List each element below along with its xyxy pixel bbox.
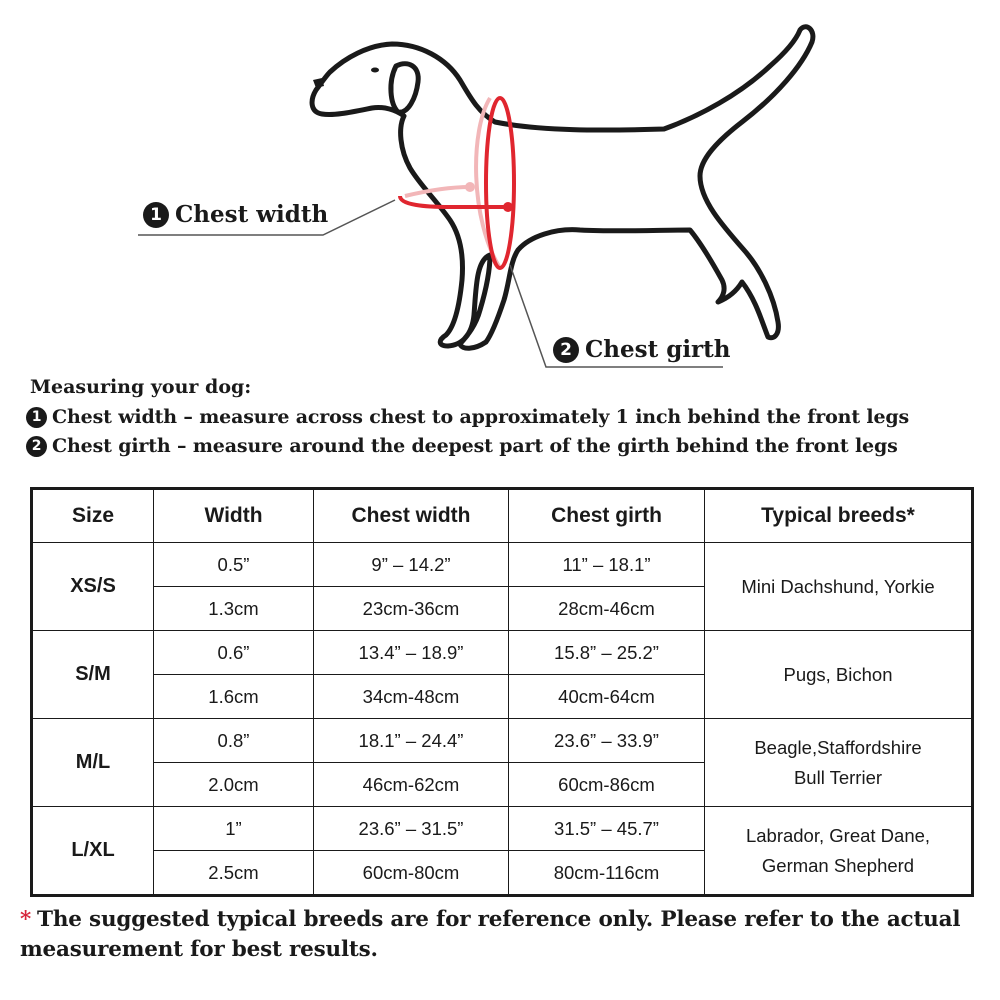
breeds-line: Beagle,Staffordshire	[754, 736, 922, 758]
typical-breeds-cell	[705, 719, 973, 807]
number-badge: 1	[26, 407, 47, 428]
chest-width-callout	[143, 201, 328, 228]
table-row	[32, 543, 973, 587]
typical-breeds-cell	[705, 807, 973, 896]
chest-width-marker	[503, 202, 513, 212]
column-header-chest-girth: Chest girth	[509, 489, 705, 543]
size-chart-table	[30, 487, 974, 897]
chest-width-marker-back	[465, 182, 475, 192]
breeds-line: Bull Terrier	[793, 766, 883, 788]
chest-width-inch-cell: 23.6” – 31.5”	[314, 807, 509, 851]
footnote	[20, 905, 980, 965]
chest-girth-cm-cell: 60cm-86cm	[509, 763, 705, 807]
typical-breeds-cell	[705, 543, 973, 631]
measuring-step	[30, 435, 909, 457]
breeds-line: Mini Dachshund, Yorkie	[741, 575, 935, 597]
chest-width-callout-label: Chest width	[175, 201, 329, 228]
width-inch-cell: 0.6”	[154, 631, 314, 675]
footnote-text: The suggested typical breeds are for reference only. Please refer to the actual measurement for best results.	[20, 907, 961, 962]
width-inch-cell: 1”	[154, 807, 314, 851]
measuring-instructions	[30, 376, 909, 464]
number-badge: 2	[26, 436, 47, 457]
column-header-chest-width: Chest width	[314, 489, 509, 543]
measuring-step	[30, 406, 909, 428]
width-cm-cell: 2.5cm	[154, 851, 314, 896]
chest-girth-callout	[553, 336, 731, 363]
chest-girth-cm-cell: 28cm-46cm	[509, 587, 705, 631]
table-row	[32, 807, 973, 851]
chest-girth-inch-cell: 23.6” – 33.9”	[509, 719, 705, 763]
table-header-row	[32, 489, 973, 543]
measuring-step-text: Chest width – measure across chest to approximately 1 inch behind the front legs	[52, 406, 910, 428]
chest-width-cm-cell: 23cm-36cm	[314, 587, 509, 631]
size-cell: M/L	[32, 719, 154, 807]
breeds-line: German Shepherd	[761, 854, 915, 876]
chest-girth-inch-cell: 15.8” – 25.2”	[509, 631, 705, 675]
size-cell: XS/S	[32, 543, 154, 631]
breeds-line: Labrador, Great Dane,	[745, 824, 931, 846]
breeds-line: Pugs, Bichon	[783, 663, 893, 685]
width-cm-cell: 2.0cm	[154, 763, 314, 807]
chest-girth-callout-label: Chest girth	[585, 336, 731, 363]
chest-width-cm-cell: 34cm-48cm	[314, 675, 509, 719]
width-inch-cell: 0.5”	[154, 543, 314, 587]
chest-width-cm-cell: 46cm-62cm	[314, 763, 509, 807]
column-header-size: Size	[32, 489, 154, 543]
chest-girth-cm-cell: 80cm-116cm	[509, 851, 705, 896]
chest-girth-cm-cell: 40cm-64cm	[509, 675, 705, 719]
number-badge: 1	[143, 202, 169, 228]
number-badge: 2	[553, 337, 579, 363]
chest-girth-inch-cell: 11” – 18.1”	[509, 543, 705, 587]
chest-width-inch-cell: 9” – 14.2”	[314, 543, 509, 587]
chest-width-inch-cell: 18.1” – 24.4”	[314, 719, 509, 763]
width-cm-cell: 1.3cm	[154, 587, 314, 631]
size-cell: S/M	[32, 631, 154, 719]
size-cell: L/XL	[32, 807, 154, 896]
chest-width-cm-cell: 60cm-80cm	[314, 851, 509, 896]
width-inch-cell: 0.8”	[154, 719, 314, 763]
dog-outline	[312, 27, 813, 348]
width-cm-cell: 1.6cm	[154, 675, 314, 719]
table-row	[32, 631, 973, 675]
column-header-width: Width	[154, 489, 314, 543]
dog-measurement-illustration	[0, 0, 1000, 380]
dog-eye	[371, 68, 379, 73]
asterisk-icon: *	[20, 907, 32, 932]
measuring-heading: Measuring your dog:	[30, 376, 252, 398]
typical-breeds-cell	[705, 631, 973, 719]
measuring-step-text: Chest girth – measure around the deepest part of the girth behind the front legs	[52, 435, 898, 457]
chest-girth-inch-cell: 31.5” – 45.7”	[509, 807, 705, 851]
table-row	[32, 719, 973, 763]
column-header-typical-breeds: Typical breeds*	[705, 489, 973, 543]
chest-width-inch-cell: 13.4” – 18.9”	[314, 631, 509, 675]
